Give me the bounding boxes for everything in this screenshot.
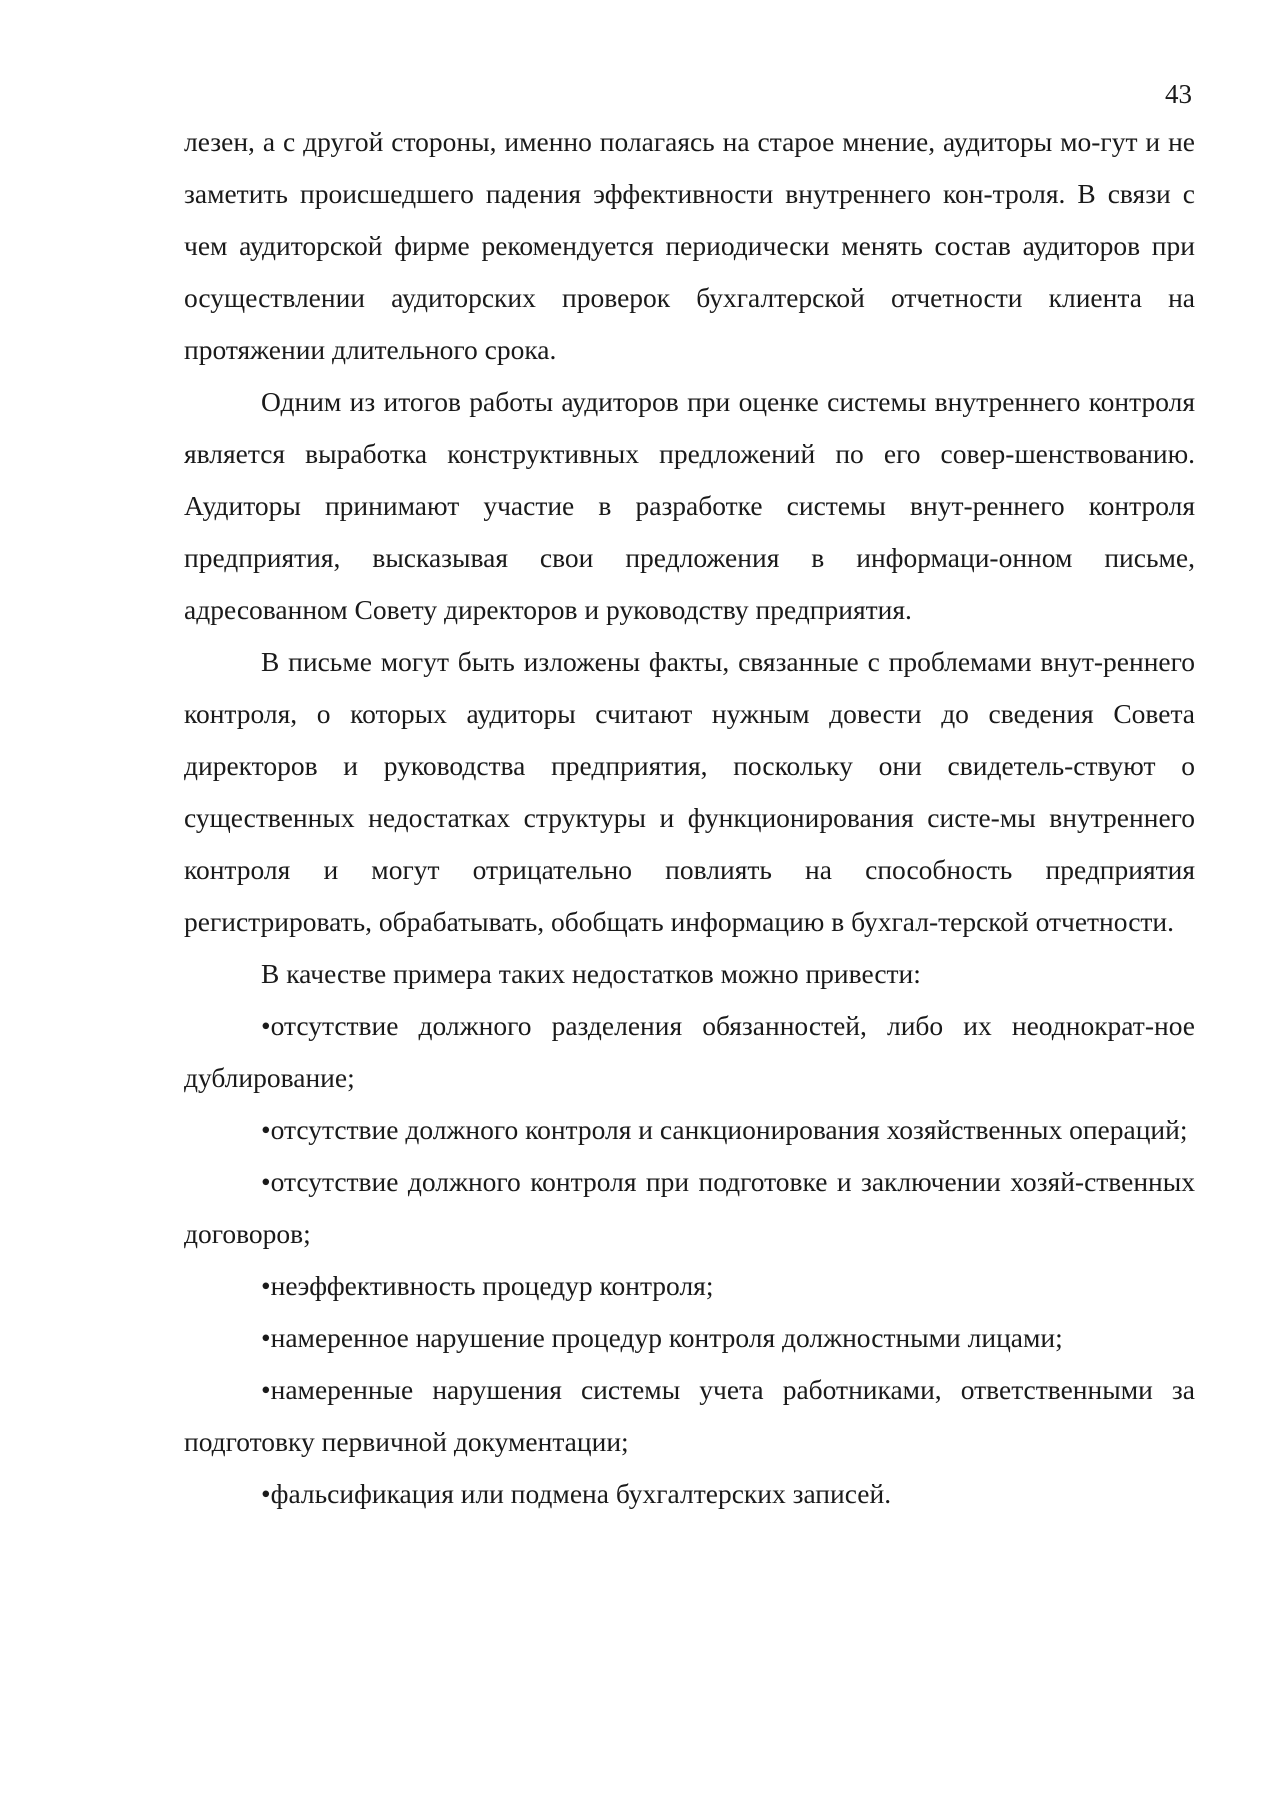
paragraph-continuation: лезен, а с другой стороны, именно полагаясь на старое мнение, аудиторы мо-гут и не заметить происшедшего падения эффективности внутреннего кон-троля. В связи с чем аудиторской фирме рекомендуется периодически менять состав аудиторов при осуществлении аудиторских проверок бухгалтерской отчетности клиента на протяжении длительного срока. <box>184 126 1195 365</box>
bullet-item: •фальсификация или подмена бухгалтерских записей. <box>261 1478 892 1509</box>
paragraph-list-intro: В качестве примера таких недостатков можно привести: <box>261 958 921 989</box>
bullet-item: •неэффективность процедур контроля; <box>261 1270 714 1301</box>
page-number: 43 <box>1165 79 1192 109</box>
paragraph: Одним из итогов работы аудиторов при оценке системы внутреннего контроля является выработка конструктивных предложений по его совер-шенствованию. Аудиторы принимают участие в разработке системы внут-реннего контроля предприятия, высказывая свои предложения в информаци-онном письме, адресованном Совету директоров и руководству предприятия. <box>184 386 1195 625</box>
paragraph: В письме могут быть изложены факты, связанные с проблемами внут-реннего контроля, о которых аудиторы считают нужным довести до сведения Совета директоров и руководства предприятия, поскольку они свидетель-ствуют о существенных недостатках структуры и функционирования систе-мы внутреннего контроля и могут отрицательно повлиять на способность предприятия регистрировать, обрабатывать, обобщать информацию в бухгал-терской отчетности. <box>184 646 1195 937</box>
bullet-item: •намеренные нарушения системы учета работниками, ответственными за подготовку первичной документации; <box>184 1374 1195 1457</box>
body-text <box>184 116 1195 1520</box>
bullet-item: •намеренное нарушение процедур контроля должностными лицами; <box>261 1322 1063 1353</box>
bullet-item: •отсутствие должного контроля и санкционирования хозяйственных операций; <box>261 1114 1188 1145</box>
bullet-item: •отсутствие должного контроля при подготовке и заключении хозяй-ственных договоров; <box>184 1166 1195 1249</box>
bullet-item: •отсутствие должного разделения обязанностей, либо их неоднократ-ное дублирование; <box>184 1010 1195 1093</box>
